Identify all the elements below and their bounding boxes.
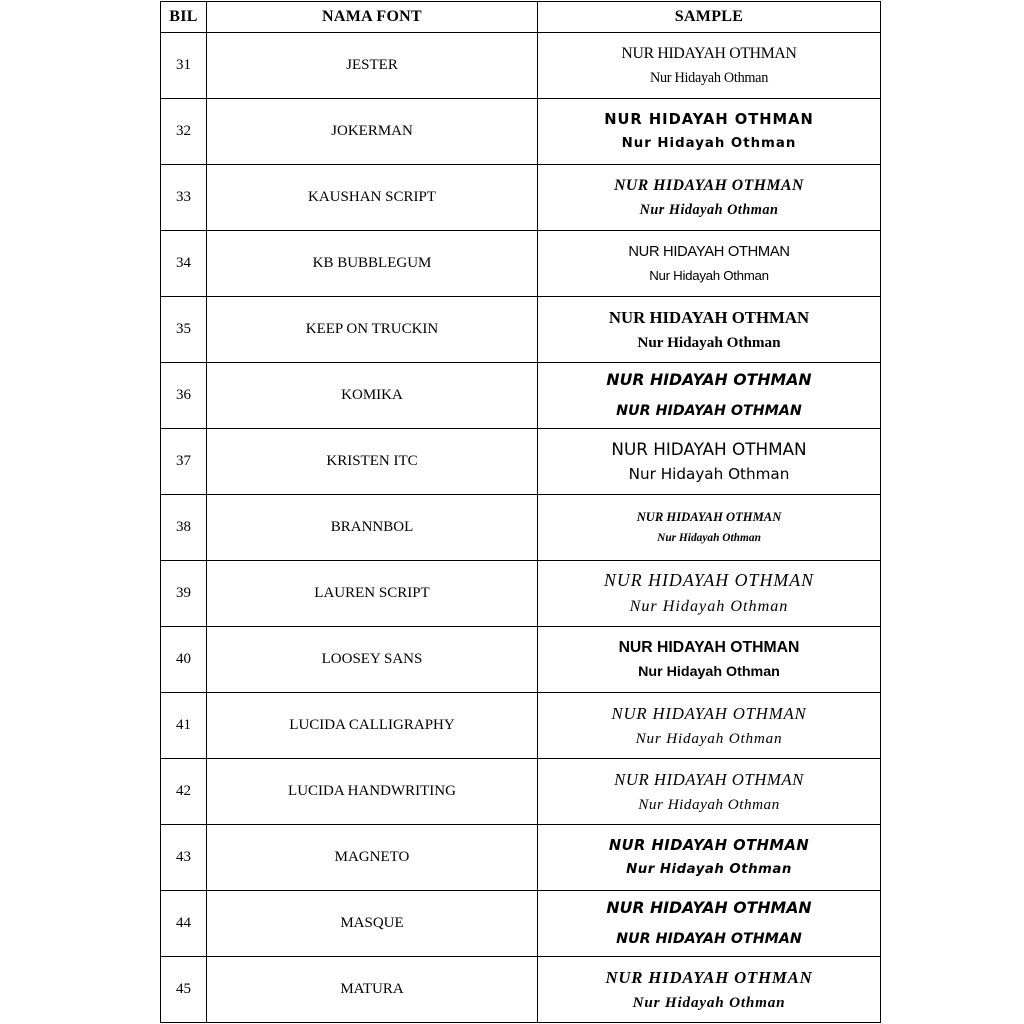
font-name-cell: LUCIDA CALLIGRAPHY (207, 693, 538, 758)
sample-mixedcase-line: Nur Hidayah Othman (637, 333, 781, 351)
sample-mixedcase-line: Nur Hidayah Othman (629, 597, 789, 615)
font-name-cell: BRANNBOL (207, 495, 538, 560)
bil-cell: 43 (161, 825, 207, 890)
table-row (161, 957, 880, 1022)
sample-uppercase-line: NUR HIDAYAH OTHMAN (608, 307, 810, 327)
font-name-cell: JESTER (207, 33, 538, 98)
bil-cell: 31 (161, 33, 207, 98)
sample-cell (538, 891, 880, 956)
sample-uppercase-line: NUR HIDAYAH OTHMAN (604, 110, 814, 128)
sample-cell (538, 693, 880, 758)
sample-uppercase-line: NUR HIDAYAH OTHMAN (628, 243, 790, 260)
table-row (161, 99, 880, 165)
bil-cell: 35 (161, 297, 207, 362)
font-name-cell: LOOSEY SANS (207, 627, 538, 692)
sample-cell (538, 363, 880, 428)
table-row (161, 627, 880, 693)
sample-uppercase-line: NUR HIDAYAH OTHMAN (603, 570, 815, 591)
font-name-cell: LUCIDA HANDWRITING (207, 759, 538, 824)
sample-mixedcase-line: Nur Hidayah Othman (638, 663, 780, 680)
table-row (161, 33, 880, 99)
table-row (161, 363, 880, 429)
bil-cell: 36 (161, 363, 207, 428)
sample-uppercase-line: NUR HIDAYAH OTHMAN (618, 638, 800, 656)
sample-mixedcase-line: Nur Hidayah Othman (632, 993, 786, 1011)
font-name-cell: MATURA (207, 957, 538, 1022)
table-row (161, 759, 880, 825)
sample-cell (538, 759, 880, 824)
sample-cell (538, 231, 880, 296)
bil-cell: 33 (161, 165, 207, 230)
sample-cell (538, 429, 880, 494)
sample-uppercase-line: NUR HIDAYAH OTHMAN (614, 769, 804, 789)
sample-mixedcase-line: Nur Hidayah Othman (657, 531, 761, 544)
sample-mixedcase-line: Nur Hidayah Othman (649, 69, 769, 86)
sample-mixedcase-line: Nur Hidayah Othman (628, 464, 790, 483)
sample-mixedcase-line: Nur Hidayah Othman (639, 201, 779, 218)
sample-cell (538, 627, 880, 692)
bil-cell: 37 (161, 429, 207, 494)
table-row (161, 429, 880, 495)
font-name-cell: KOMIKA (207, 363, 538, 428)
bil-cell: 40 (161, 627, 207, 692)
table-row (161, 693, 880, 759)
font-name-cell: KAUSHAN SCRIPT (207, 165, 538, 230)
sample-mixedcase-line: NUR HIDAYAH OTHMAN (616, 403, 802, 420)
bil-cell: 38 (161, 495, 207, 560)
font-name-cell: LAUREN SCRIPT (207, 561, 538, 626)
sample-mixedcase-line: NUR HIDAYAH OTHMAN (616, 931, 802, 948)
sample-mixedcase-line: Nur Hidayah Othman (649, 267, 769, 283)
table-row (161, 495, 880, 561)
header-font: NAMA FONT (207, 2, 538, 32)
font-name-cell: KRISTEN ITC (207, 429, 538, 494)
table-row (161, 825, 880, 891)
sample-uppercase-line: NUR HIDAYAH OTHMAN (636, 510, 782, 525)
bil-cell: 39 (161, 561, 207, 626)
header-sample: SAMPLE (674, 8, 744, 25)
table-header-row (161, 2, 880, 33)
bil-cell: 45 (161, 957, 207, 1022)
sample-mixedcase-line: Nur Hidayah Othman (635, 729, 783, 747)
bil-cell: 32 (161, 99, 207, 164)
bil-cell: 41 (161, 693, 207, 758)
sample-uppercase-line: NUR HIDAYAH OTHMAN (621, 44, 797, 62)
sample-cell (538, 99, 880, 164)
header-bil: BIL (161, 2, 207, 32)
sample-mixedcase-line: Nur Hidayah Othman (621, 135, 797, 151)
bil-cell: 34 (161, 231, 207, 296)
sample-cell (538, 957, 880, 1022)
table-row (161, 297, 880, 363)
sample-uppercase-line: NUR HIDAYAH OTHMAN (611, 438, 807, 459)
sample-uppercase-line: NUR HIDAYAH OTHMAN (611, 703, 807, 723)
sample-cell (538, 165, 880, 230)
sample-cell (538, 825, 880, 890)
sample-uppercase-line: NUR HIDAYAH OTHMAN (605, 967, 813, 987)
font-name-cell: MASQUE (207, 891, 538, 956)
sample-cell (538, 495, 880, 560)
table-row (161, 561, 880, 627)
font-name-cell: MAGNETO (207, 825, 538, 890)
sample-uppercase-line: NUR HIDAYAH OTHMAN (614, 176, 804, 194)
table-row (161, 165, 880, 231)
table-body (161, 33, 880, 1022)
sample-uppercase-line: NUR HIDAYAH OTHMAN (608, 836, 810, 854)
table-row (161, 231, 880, 297)
sample-uppercase-line: NUR HIDAYAH OTHMAN (606, 370, 812, 390)
table-row (161, 891, 880, 957)
sample-cell (538, 297, 880, 362)
font-name-cell: KEEP ON TRUCKIN (207, 297, 538, 362)
font-name-cell: JOKERMAN (207, 99, 538, 164)
font-name-cell: KB BUBBLEGUM (207, 231, 538, 296)
sample-mixedcase-line: Nur Hidayah Othman (638, 795, 780, 813)
font-table (160, 1, 881, 1023)
sample-mixedcase-line: Nur Hidayah Othman (626, 861, 792, 877)
sample-cell (538, 561, 880, 626)
bil-cell: 42 (161, 759, 207, 824)
sample-uppercase-line: NUR HIDAYAH OTHMAN (606, 898, 812, 918)
sample-cell (538, 33, 880, 98)
bil-cell: 44 (161, 891, 207, 956)
